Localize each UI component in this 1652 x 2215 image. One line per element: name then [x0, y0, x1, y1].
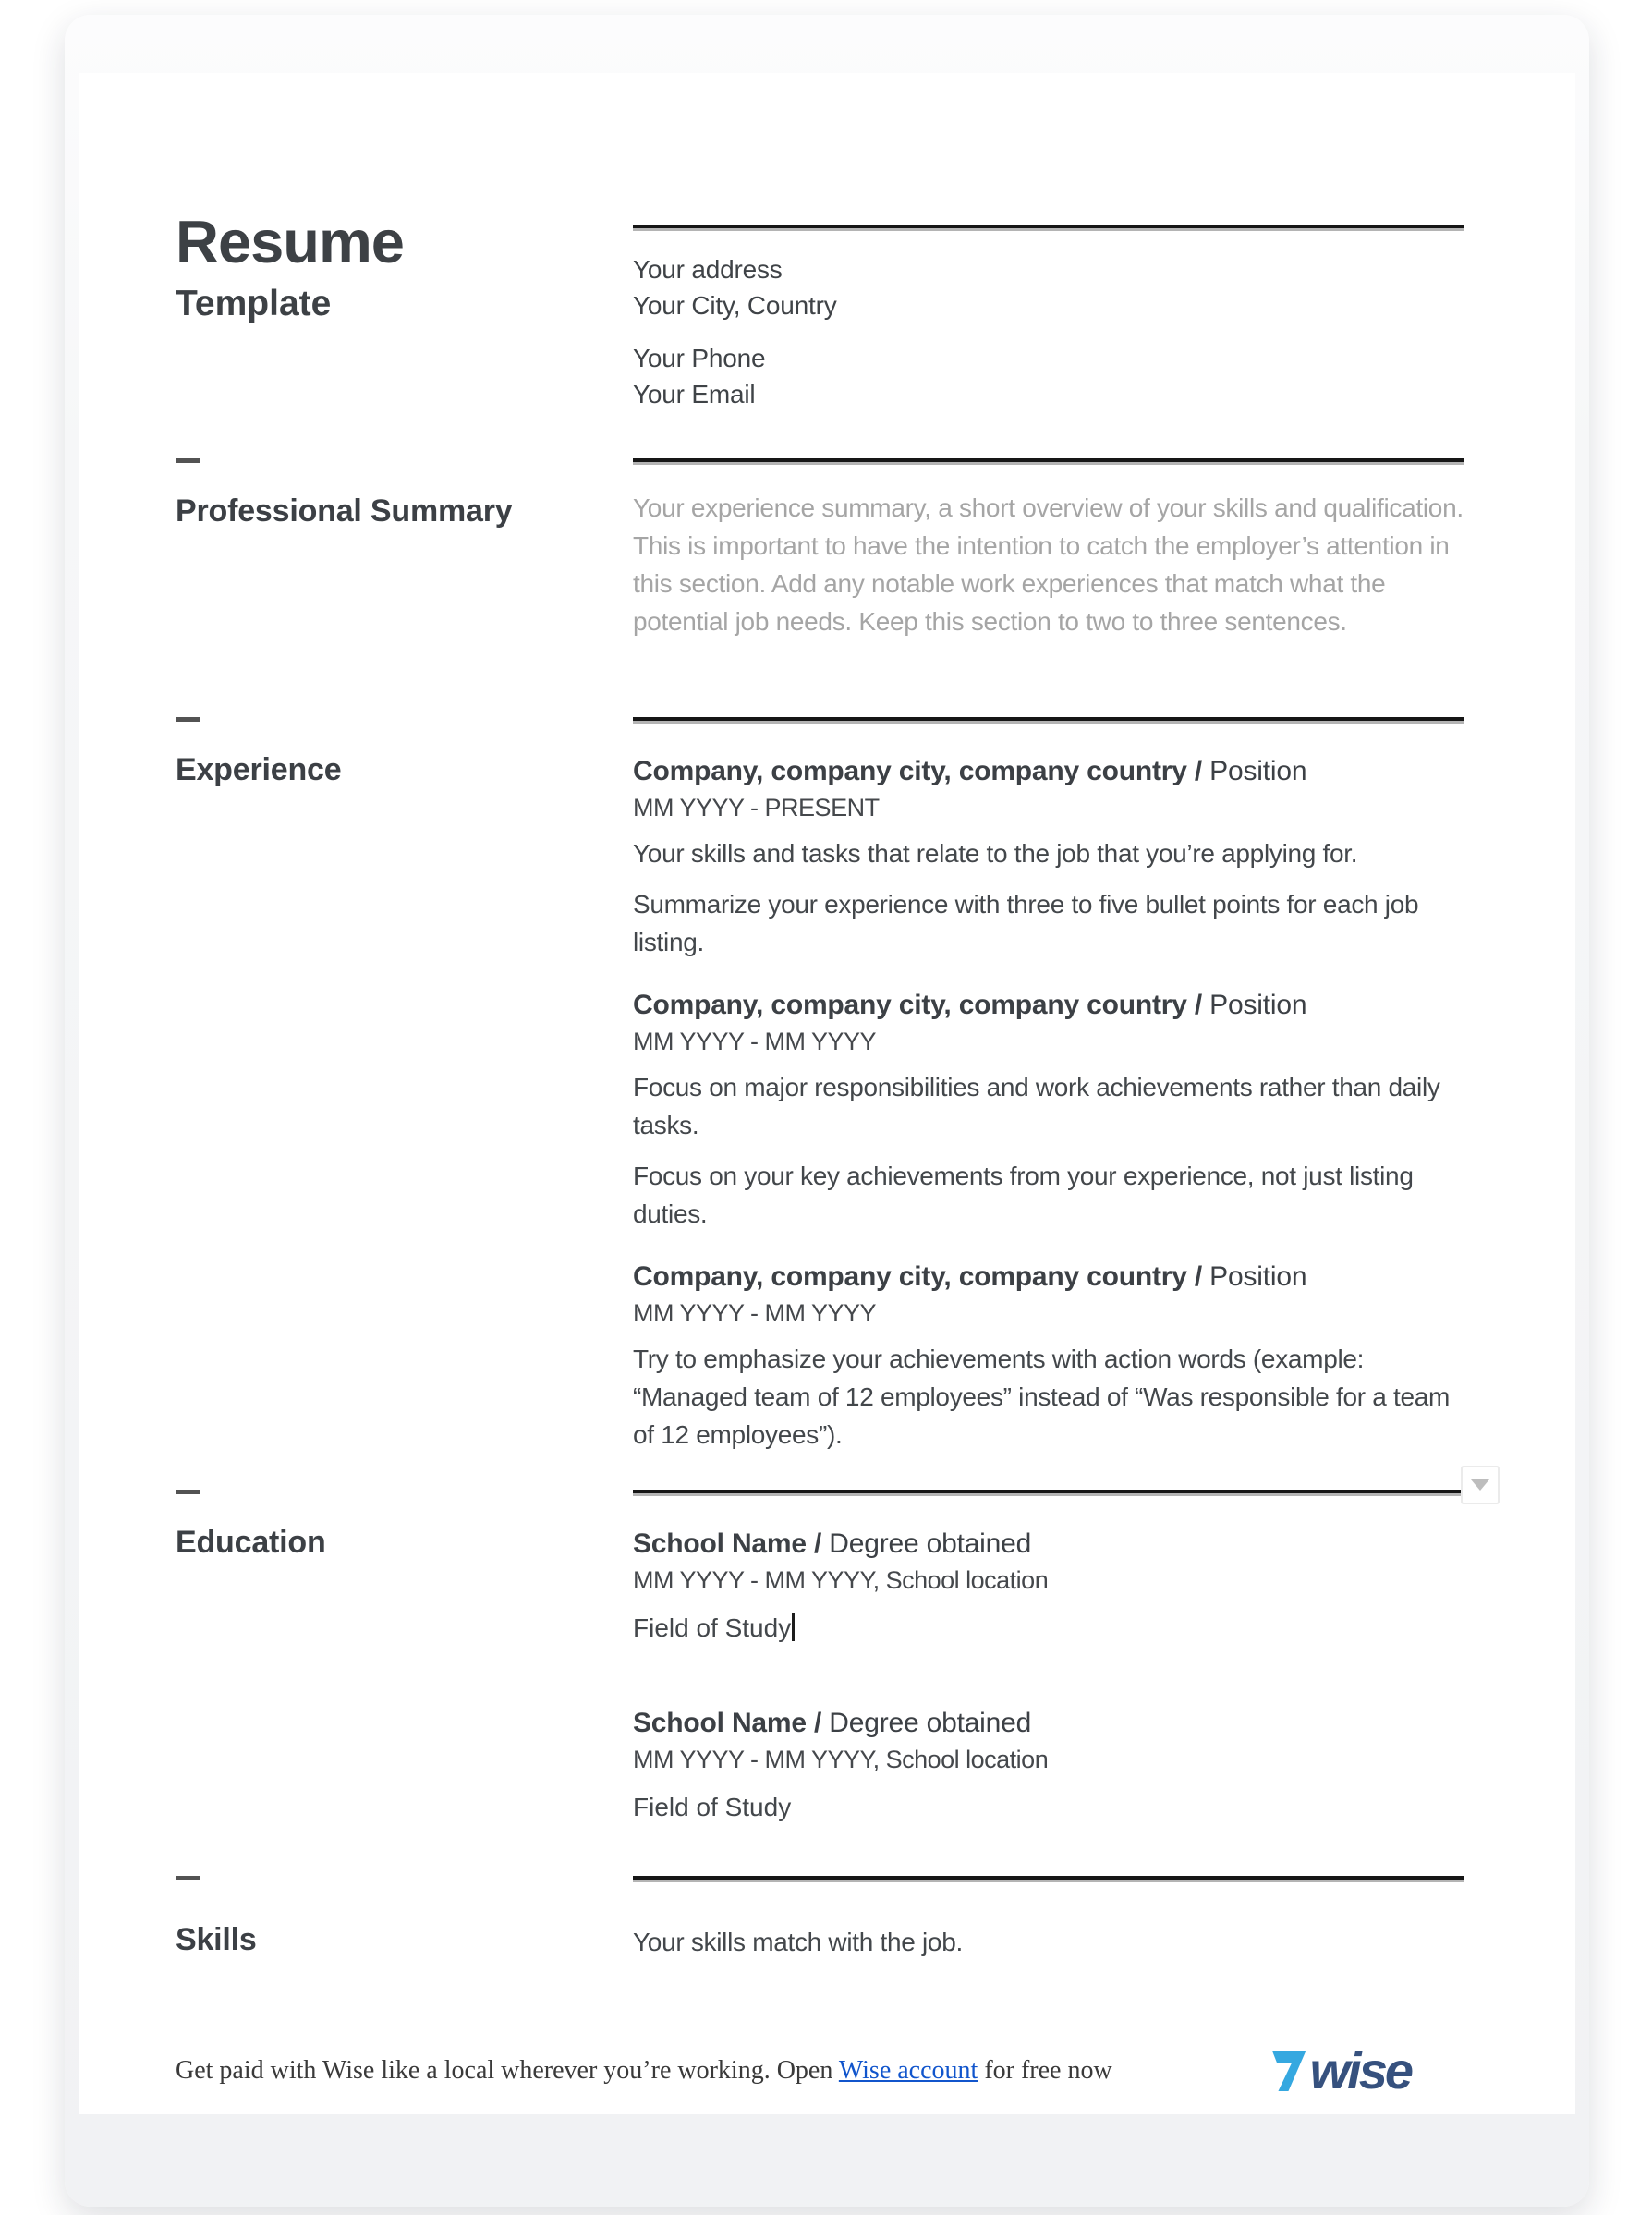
company-name: Company, company city, company country [633, 990, 1187, 1020]
summary-placeholder-text: Your experience summary, a short overview of your skills and qualification. This is important to have the intention to catch the employer’s attention in this section. Add any notable work experiences that match what the potential job needs. Keep this section to two to three sentences. [633, 493, 1464, 636]
education-right [633, 1490, 1464, 1876]
text-cursor [792, 1613, 795, 1641]
contact-spacer [633, 323, 1464, 340]
experience-right [633, 717, 1464, 1490]
section-skills [176, 1876, 1464, 1961]
school-name: School Name [633, 1708, 807, 1738]
header-right [633, 225, 1464, 458]
skills-placeholder-text: Your skills match with the job. [633, 1928, 963, 1956]
wise-logo [1267, 2041, 1411, 2099]
education-heading: Education [176, 1525, 326, 1560]
section-dash [176, 458, 200, 463]
experience-entry-dates: MM YYYY - MM YYYY [633, 1028, 877, 1055]
experience-entry [633, 755, 1464, 961]
field-of-study-line [633, 1792, 1464, 1823]
footer-text-before-link: Get paid with Wise like a local wherever you’re working. Open [176, 2056, 839, 2085]
skills-left [176, 1876, 633, 1961]
experience-entry-title [633, 755, 1464, 788]
wise-wordmark: wise [1309, 2041, 1411, 2099]
title-separator: / [806, 1528, 830, 1559]
title-separator: / [806, 1708, 830, 1738]
field-of-study-line [633, 1613, 1464, 1644]
section-dash [176, 717, 200, 722]
experience-entry-title [633, 989, 1464, 1022]
section-dash [176, 1490, 200, 1494]
experience-heading: Experience [176, 752, 342, 787]
section-professional-summary [176, 458, 1464, 717]
dropdown-button[interactable] [1461, 1466, 1500, 1504]
school-name: School Name [633, 1528, 807, 1559]
position-name: Position [1209, 990, 1307, 1020]
resume-document-page [79, 73, 1575, 2114]
education-left [176, 1490, 633, 1876]
wise-flag-icon [1267, 2045, 1307, 2097]
title-separator: / [1186, 756, 1210, 786]
position-name: Position [1209, 1261, 1307, 1292]
experience-entry-dates: MM YYYY - MM YYYY [633, 1299, 877, 1327]
section-rule [633, 1490, 1464, 1496]
position-name: Position [1209, 756, 1307, 786]
field-of-study-text: Field of Study [633, 1613, 792, 1642]
experience-entry-paragraph: Try to emphasize your achievements with action words (example: “Managed team of 12 employees” instead of “Was responsible for a team of 12 employees”). [633, 1345, 1451, 1449]
experience-entry-dates: MM YYYY - PRESENT [633, 794, 880, 821]
education-entry-dates: MM YYYY - MM YYYY, School location [633, 1566, 1049, 1594]
contact-phone: Your Phone [633, 344, 766, 372]
promo-footer [176, 2041, 1411, 2099]
chevron-down-icon [1471, 1479, 1489, 1491]
footer-text [176, 2056, 1112, 2086]
section-rule [633, 225, 1464, 231]
summary-right [633, 458, 1464, 717]
skills-right [633, 1876, 1464, 1961]
field-of-study-text: Field of Study [633, 1793, 792, 1821]
header-left [176, 208, 633, 458]
experience-left [176, 717, 633, 1490]
summary-heading: Professional Summary [176, 493, 513, 529]
experience-entry-paragraph: Your skills and tasks that relate to the job that you’re applying for. [633, 839, 1358, 868]
section-rule [633, 717, 1464, 724]
page-subtitle: Template [176, 284, 332, 323]
experience-entry-paragraph: Focus on your key achievements from your experience, not just listing duties. [633, 1162, 1414, 1228]
experience-entry [633, 989, 1464, 1233]
company-name: Company, company city, company country [633, 1261, 1187, 1292]
title-separator: / [1186, 1261, 1210, 1292]
contact-block [633, 251, 1464, 412]
experience-entry [633, 1260, 1464, 1454]
footer-text-after-link: for free now [978, 2056, 1112, 2085]
degree-name: Degree obtained [829, 1528, 1032, 1559]
education-entry-title [633, 1527, 1464, 1561]
contact-email: Your Email [633, 380, 756, 408]
section-dash [176, 1876, 200, 1880]
education-entry [633, 1527, 1464, 1644]
education-entry-title [633, 1707, 1464, 1740]
experience-entry-title [633, 1260, 1464, 1294]
title-separator: / [1186, 990, 1210, 1020]
section-header [176, 208, 1464, 458]
section-experience [176, 717, 1464, 1490]
education-entry-dates: MM YYYY - MM YYYY, School location [633, 1746, 1049, 1773]
section-rule [633, 1876, 1464, 1882]
skills-heading: Skills [176, 1922, 257, 1957]
section-rule [633, 458, 1464, 465]
experience-entry-paragraph: Summarize your experience with three to five bullet points for each job listing. [633, 890, 1419, 956]
wise-account-link[interactable]: Wise account [838, 2056, 978, 2085]
page-title: Resume [176, 208, 404, 275]
section-education [176, 1490, 1464, 1876]
contact-city-country: Your City, Country [633, 291, 837, 320]
company-name: Company, company city, company country [633, 756, 1187, 786]
summary-left [176, 458, 633, 717]
experience-entry-paragraph: Focus on major responsibilities and work achievements rather than daily tasks. [633, 1073, 1440, 1139]
contact-address: Your address [633, 255, 783, 284]
education-entry [633, 1707, 1464, 1823]
degree-name: Degree obtained [829, 1708, 1032, 1738]
